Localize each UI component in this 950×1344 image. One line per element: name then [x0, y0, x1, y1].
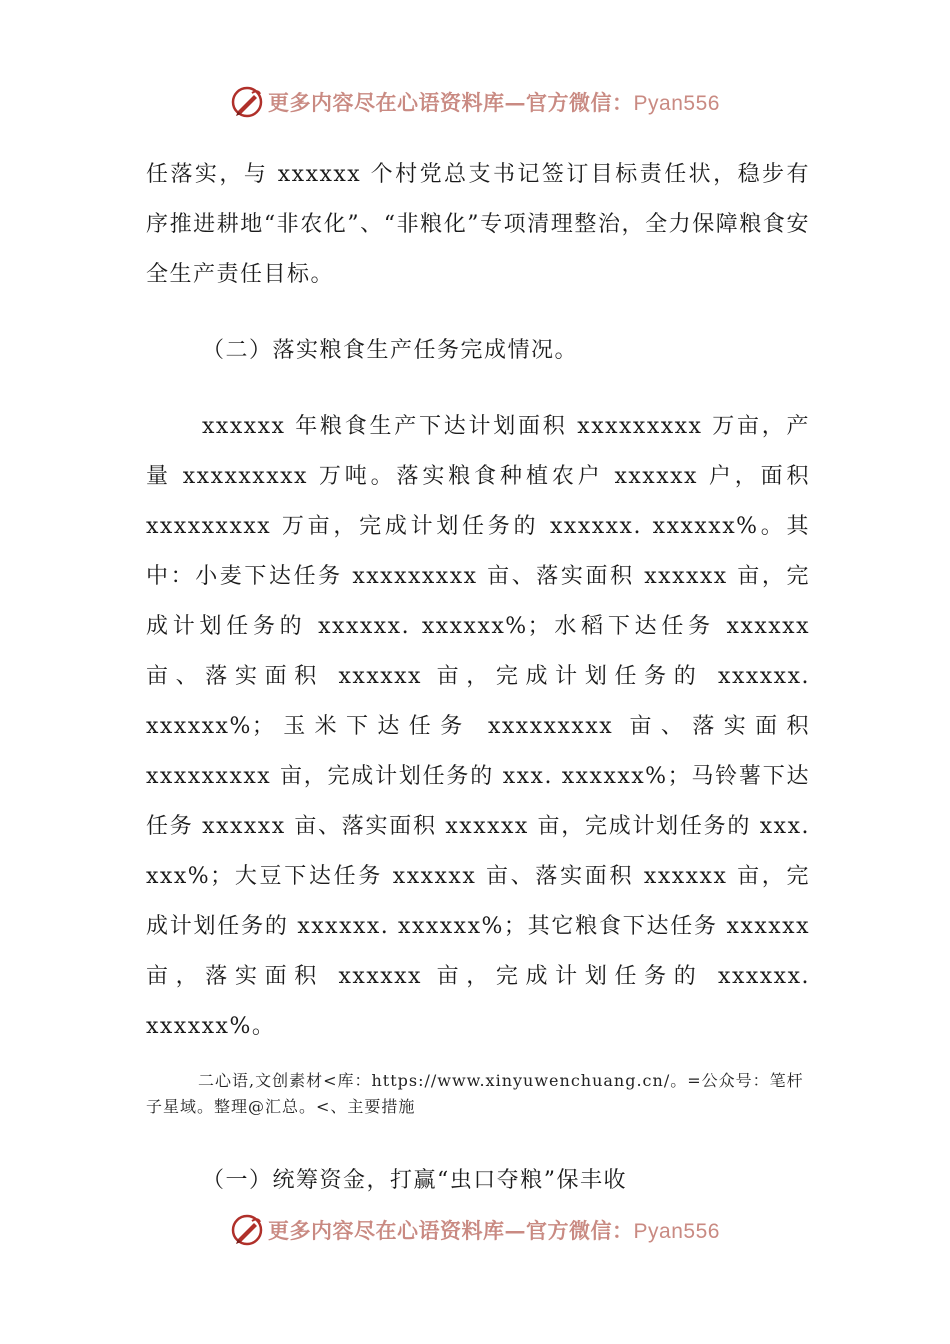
watermark-text: 更多内容尽在心语资料库—官方微信：Pyan556 — [268, 1218, 720, 1243]
paragraph-continuation: 任落实，与 xxxxxx 个村党总支书记签订目标责任状，稳步有序推进耕地“非农化”、“非粮化”专项清理整治，全力保障粮食安全生产责任目标。 — [146, 162, 810, 287]
section-heading-2: （二）落实粮食生产任务完成情况。 — [202, 338, 579, 363]
section-heading-measures-1: （一）统筹资金，打赢“虫口夺粮”保丰收 — [202, 1168, 627, 1193]
footer-watermark-banner — [0, 1210, 950, 1250]
source-note-line: 二心语,文创素材<库：https://www.xinyuwenchuang.cn/。=公众号：笔杆子星域。整理@汇总。<、主要措施 — [146, 1071, 804, 1116]
header-watermark-banner — [0, 82, 950, 122]
watermark-text: 更多内容尽在心语资料库—官方微信：Pyan556 — [268, 90, 720, 115]
pen-logo-icon — [230, 1213, 264, 1247]
document-body — [146, 150, 810, 1206]
pen-logo-icon — [230, 85, 264, 119]
paragraph-grain-production: xxxxxx 年粮食生产下达计划面积 xxxxxxxxx 万亩，产量 xxxxxxxxx 万吨。落实粮食种植农户 xxxxxx 户，面积 xxxxxxxxx 万亩，完成计划任务的 xxxxxx. xxxxxx%。其中：小麦下达任务 xxxxxxxxx 亩、落实面积 xxxxxx 亩，完成计划任务的 xxxxxx. xxxxxx%；水稻下达任务 xxxxxx 亩、落实面积 xxxxxx 亩，完成计划任务的 xxxxxx. xxxxxx%；玉米下达任务 xxxxxxxxx 亩、落实面积 xxxxxxxxx 亩，完成计划任务的 xxx. xxxxxx%；马铃薯下达任务 xxxxxx 亩、落实面积 xxxxxx 亩，完成计划任务的 xxx. xxx%；大豆下达任务 xxxxxx 亩、落实面积 xxxxxx 亩，完成计划任务的 xxxxxx. xxxxxx%；其它粮食下达任务 xxxxxx 亩，落实面积 xxxxxx 亩，完成计划任务的 xxxxxx. xxxxxx%。 — [146, 414, 810, 1039]
